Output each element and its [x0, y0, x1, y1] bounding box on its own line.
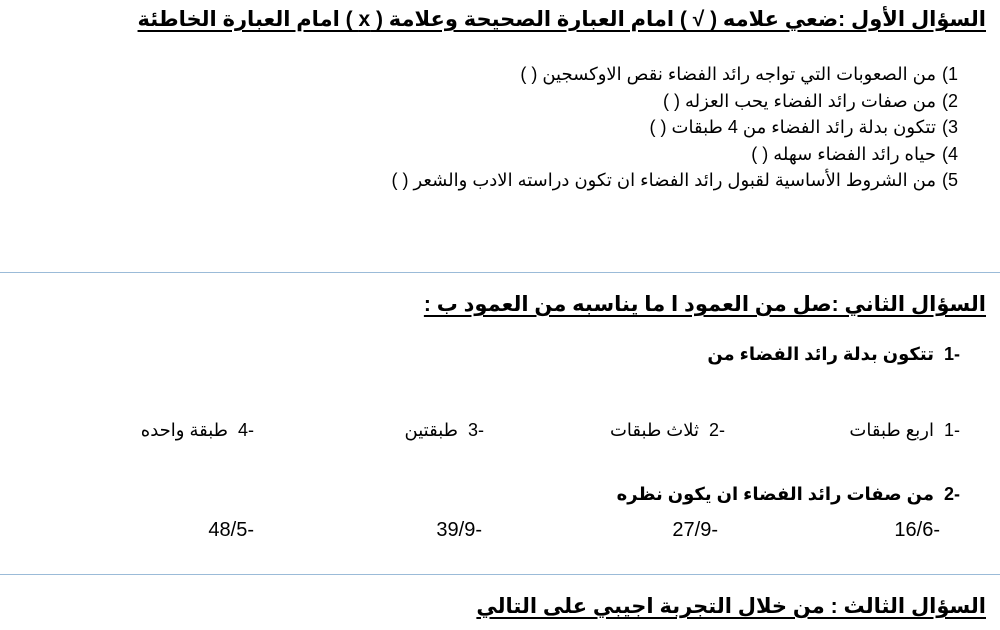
sub-question-number: -2	[943, 484, 960, 504]
option	[888, 519, 940, 542]
item-number: 4)	[941, 143, 958, 164]
option-text: 6/6	[905, 519, 934, 541]
item-text: من صفات رائد الفضاء يحب العزله ( )	[663, 90, 936, 111]
sub-question-number: -1	[943, 344, 960, 364]
item-number: 3)	[941, 117, 958, 137]
item-number: 5)	[941, 170, 958, 190]
question-1-item	[58, 117, 958, 144]
option-number: -1	[943, 420, 960, 440]
item-number: 2)	[941, 90, 958, 111]
question-3-title: السؤال الثالث : من خلال التجربة اجيبي على التالي	[476, 595, 986, 618]
option-text: طبقتين	[404, 420, 458, 440]
option	[610, 420, 725, 441]
option-number: -1	[894, 519, 940, 541]
item-text: من الصعوبات التي تواجه رائد الفضاء نقص الاوكسجين ( )	[520, 64, 936, 84]
option-text: ثلاث طبقات	[609, 420, 699, 440]
sub-question-text: تتكون بدلة رائد الفضاء من	[707, 344, 934, 364]
option	[141, 420, 254, 441]
option	[430, 519, 482, 542]
item-text: حياه رائد الفضاء سهله ( )	[751, 143, 936, 164]
sub-question-text: من صفات رائد الفضاء ان يكون نظره	[616, 484, 934, 504]
option-number: -2	[708, 420, 725, 440]
section-divider	[0, 574, 1000, 575]
question-2-sub-1	[707, 344, 960, 365]
option-text: 9/9	[447, 519, 476, 541]
question-1-list	[58, 64, 958, 197]
option-text: اربع طبقات	[849, 420, 934, 440]
option-number: -2	[672, 519, 718, 541]
question-1-title: السؤال الأول :ضعي علامه ( √ ) امام العبارة الصحيحة وعلامة ( x ) امام العبارة الخاطئة	[137, 8, 986, 31]
question-1-item	[58, 64, 958, 91]
option-text: طبقة واحده	[140, 420, 228, 440]
option-text: 8/5	[219, 519, 248, 541]
item-number: 1)	[941, 64, 958, 84]
item-text: تتكون بدلة رائد الفضاء من 4 طبقات ( )	[649, 117, 936, 137]
option-text: 7/9	[683, 519, 712, 541]
option	[405, 420, 484, 441]
question-1-item	[58, 144, 958, 171]
option-number: -4	[237, 420, 254, 440]
section-divider	[0, 272, 1000, 273]
item-text: من الشروط الأساسية لقبول رائد الفضاء ان تكون دراسته الادب والشعر ( )	[391, 170, 936, 190]
question-1-item	[58, 170, 958, 197]
option	[849, 420, 960, 441]
option	[202, 519, 254, 542]
question-2-title: السؤال الثاني :صل من العمود ا ما يناسبه من العمود ب :	[423, 293, 986, 316]
option	[666, 519, 718, 542]
option-number: -3	[436, 519, 482, 541]
option-number: -4	[208, 519, 254, 541]
question-2-sub-2	[617, 484, 960, 505]
option-number: -3	[467, 420, 484, 440]
question-1-item	[58, 91, 958, 118]
